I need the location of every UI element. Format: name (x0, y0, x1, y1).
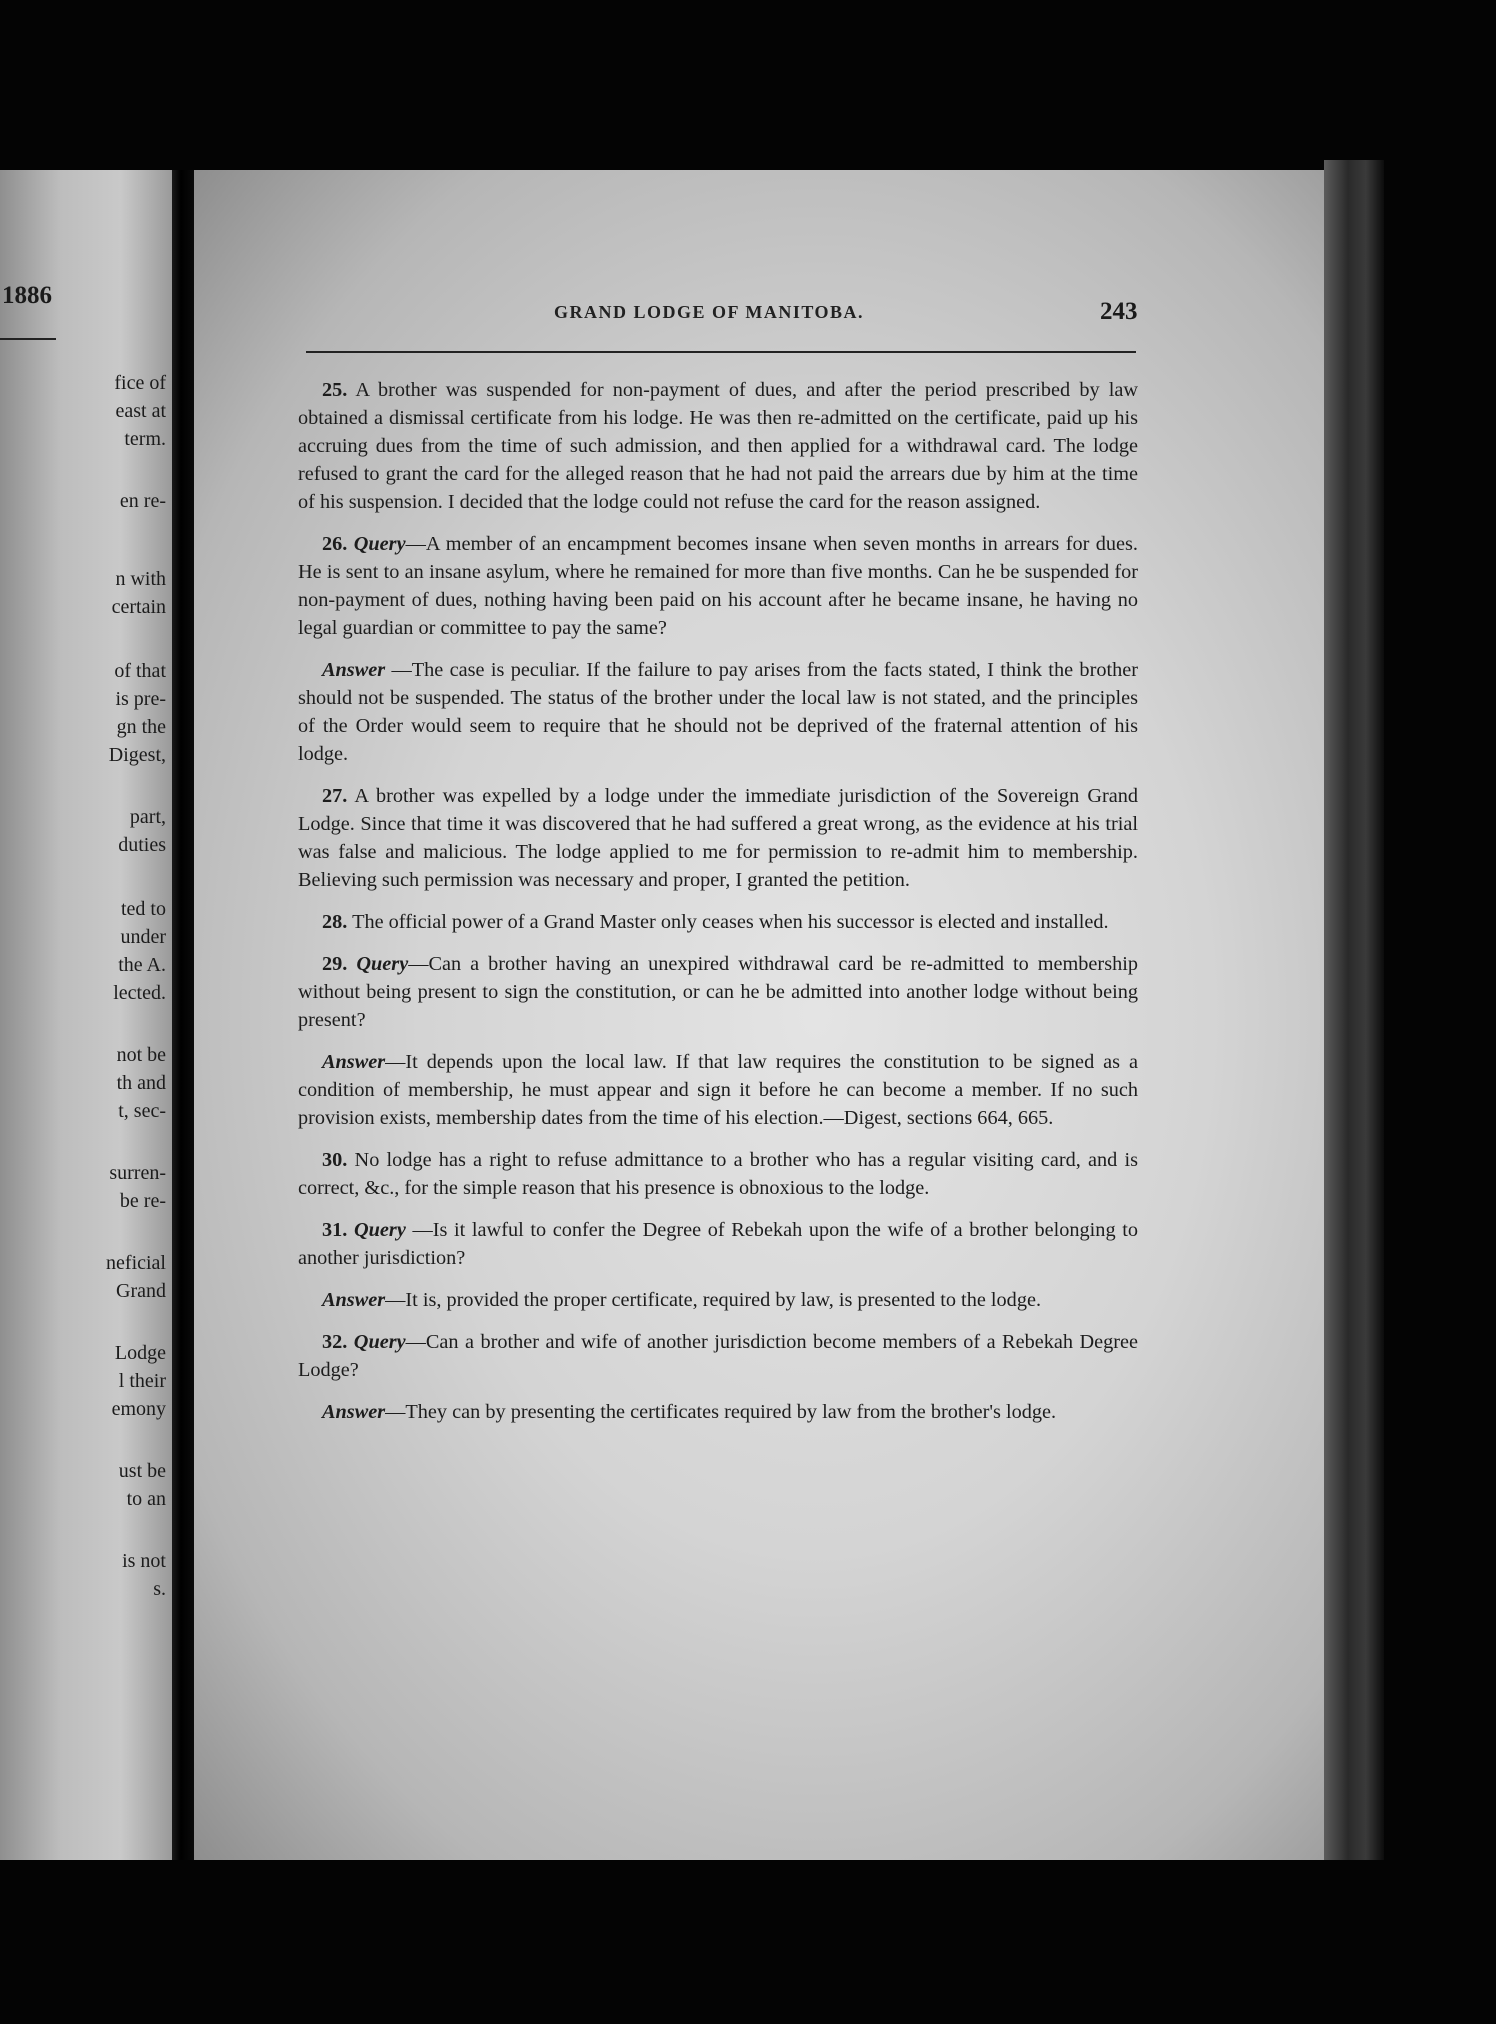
running-head-title: GRAND LODGE OF MANITOBA. (554, 302, 865, 322)
paragraph (298, 1286, 1138, 1314)
paragraph-number: 29. (322, 953, 348, 975)
facing-page-line: is not (122, 1550, 166, 1572)
facing-page-line: under (120, 926, 166, 948)
paragraph-number: 26. (322, 533, 348, 555)
paragraph-text: —Is it lawful to confer the Degree of Rebekah upon the wife of a brother belonging to another jurisdiction? (298, 1219, 1138, 1269)
paragraph-number: 32. (322, 1331, 348, 1353)
facing-page-line: n with (115, 568, 166, 590)
facing-page-line: ted to (121, 898, 166, 920)
facing-page-rule (0, 338, 56, 340)
paragraph-text: —A member of an encampment becomes insane when seven months in arrears for dues. He is sent to an insane asylum, where he remained for more than five months. Can he be suspended for non-payment of dues, nothing having been paid on his account after he became insane, he having no legal guardian or committee to pay the same? (298, 533, 1138, 639)
facing-page-line: to an (126, 1488, 166, 1510)
page-number: 243 (1100, 298, 1138, 325)
facing-page-line: duties (118, 834, 166, 856)
paragraph (298, 1048, 1138, 1132)
facing-page-line: surren- (109, 1162, 166, 1184)
paragraph-text: —Can a brother and wife of another jurisdiction become members of a Rebekah Degree Lodge? (298, 1331, 1138, 1381)
paragraph-label: Query (356, 953, 409, 975)
facing-page-line: s. (153, 1578, 166, 1600)
book-edge (1324, 160, 1384, 1860)
facing-page-line: part, (129, 806, 166, 828)
paragraph-text: The official power of a Grand Master only ceases when his successor is elected and installed. (347, 911, 1109, 933)
book-page (194, 170, 1324, 1860)
paragraph-label: Answer (322, 1401, 386, 1423)
facing-page-line: term. (124, 428, 166, 450)
book-gutter (172, 170, 194, 1860)
paragraph-number: 31. (322, 1219, 348, 1241)
paragraph (298, 950, 1138, 1034)
paragraph (298, 1146, 1138, 1202)
facing-page-line: neficial (106, 1252, 166, 1274)
facing-page-line: lected. (113, 982, 166, 1004)
header-rule (306, 351, 1136, 353)
paragraph-number: 28. (322, 911, 348, 933)
facing-page-line: be re- (119, 1190, 166, 1212)
facing-page-line: ust be (118, 1460, 166, 1482)
facing-page-line: fice of (114, 372, 166, 394)
paragraph (298, 530, 1138, 642)
facing-page-line: certain (111, 596, 166, 618)
facing-page-line: Grand (116, 1280, 166, 1302)
paragraph-label: Answer (322, 659, 386, 681)
paragraph-label: Answer (322, 1051, 386, 1073)
paragraph (298, 908, 1138, 936)
paragraph-text: —They can by presenting the certificates required by law from the brother's lodge. (385, 1401, 1057, 1423)
paragraph-label: Query (354, 1219, 406, 1241)
paragraph-text: No lodge has a right to refuse admittance to a brother who has a regular visiting card, and is correct, &c., for the simple reason that his presence is obnoxious to the lodge. (298, 1149, 1138, 1199)
paragraph (298, 376, 1138, 516)
paragraph-number: 27. (322, 785, 348, 807)
running-head (194, 298, 1324, 334)
facing-page-line: l their (118, 1370, 166, 1392)
paragraph-label: Answer (322, 1289, 386, 1311)
paragraph-text: —Can a brother having an unexpired withdrawal card be re-admitted to membership without being present to sign the constitution, or can he be admitted into another lodge without being present? (298, 953, 1138, 1031)
paragraph-number: 25. (322, 379, 348, 401)
facing-page-line: en re- (119, 490, 166, 512)
paragraph-text: A brother was suspended for non-payment of dues, and after the period prescribed by law obtained a dismissal certificate from his lodge. He was then re-admitted on the certificate, paid up his accruing dues from the time of such admission, and then applied for a withdrawal card. The lodge refused to grant the card for the alleged reason that he had not paid the arrears due by him at the time of his suspension. I decided that the lodge could not refuse the card for the reason assigned. (298, 379, 1138, 513)
facing-page-line: not be (116, 1044, 166, 1066)
facing-page-line: is pre- (115, 688, 166, 710)
paragraph-number: 30. (322, 1149, 348, 1171)
paragraph (298, 782, 1138, 894)
paragraph-text: —The case is peculiar. If the failure to pay arises from the facts stated, I think the brother should not be suspended. The status of the brother under the local law is not stated, and the principles of the Order would seem to require that he should not be deprived of the fraternal attention of his lodge. (298, 659, 1138, 765)
paragraph (298, 656, 1138, 768)
paragraph-label: Query (353, 533, 406, 555)
page-body (298, 376, 1138, 1440)
paragraph-text: A brother was expelled by a lodge under the immediate jurisdiction of the Sovereign Grand Lodge. Since that time it was discovered that he had suffered a great wrong, as the evidence at his trial was false and malicious. The lodge applied to me for permission to re-admit him to membership. Believing such permission was necessary and proper, I granted the petition. (298, 785, 1138, 891)
facing-page-line: the A. (118, 954, 166, 976)
facing-page-fragment (0, 170, 172, 1860)
paragraph-text: —It is, provided the proper certificate, required by law, is presented to the lodge. (385, 1289, 1042, 1311)
facing-page-line: t, sec- (118, 1100, 166, 1122)
paragraph-text: —It depends upon the local law. If that law requires the constitution to be signed as a condition of membership, he must appear and sign it before he can become a member. If no such provision exists, membership dates from the time of his election.—Digest, sections 664, 665. (298, 1051, 1138, 1129)
facing-page-line: th and (116, 1072, 166, 1094)
facing-page-line: Lodge (114, 1342, 166, 1364)
facing-page-line: gn the (116, 716, 166, 738)
paragraph-label: Query (353, 1331, 406, 1353)
facing-page-line: east at (115, 400, 166, 422)
paragraph (298, 1216, 1138, 1272)
paragraph (298, 1328, 1138, 1384)
paragraph (298, 1398, 1138, 1426)
facing-page-year: 1886 (2, 282, 52, 309)
facing-page-line: Digest, (108, 744, 166, 766)
facing-page-line: emony (111, 1398, 166, 1420)
facing-page-line: of that (114, 660, 166, 682)
